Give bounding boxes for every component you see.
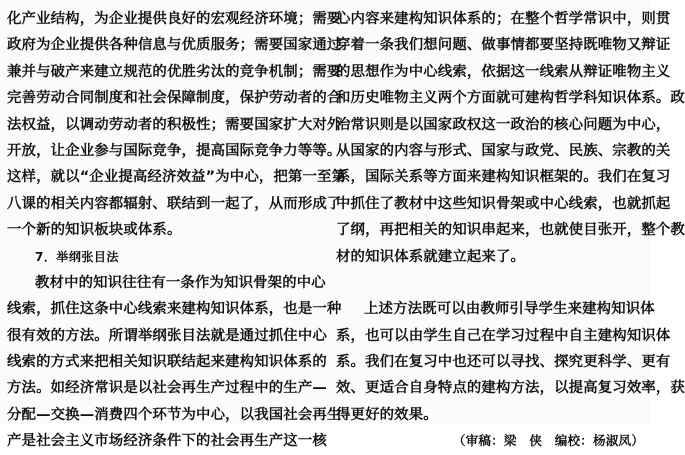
text-line: 系。我们在复习中也还可以寻找、探究更科学、更有 — [336, 354, 671, 371]
left-column — [7, 6, 347, 455]
text-line: 八课的相关内容都辐射、联结到一起了，从而形成了 — [7, 195, 342, 212]
text-line: 法权益，以调动劳动者的积极性；需要国家扩大对外 — [7, 116, 342, 133]
text-line: 一个新的知识板块或体系。 — [7, 222, 182, 239]
text-line: 线索，抓住这条中心线索来建构知识体系，也是一种 — [7, 301, 342, 318]
text-line: 分配—交换—消费四个环节为中心，以我国社会再生 — [7, 406, 342, 423]
text-line: 从国家的内容与形式、国家与政党、民族、宗教的关 — [336, 142, 671, 159]
text-line: 治常识则是以国家政权这一政治的核心问题为中心， — [336, 116, 671, 133]
text-line: 得更好的效果。 — [336, 406, 438, 423]
text-line: 化产业结构，为企业提供良好的宏观经济环境；需要 — [7, 11, 342, 27]
text-line: 了纲，再把相关的知识串起来，也就使目张开，整个教 — [336, 222, 685, 239]
right-column — [336, 6, 685, 455]
text-line: 政府为企业提供各种信息与优质服务；需要国家通过 — [7, 37, 342, 54]
text-line: 上述方法既可以由教师引导学生来建构知识体 — [364, 301, 655, 318]
text-line: 方法。如经济常识是以社会再生产过程中的生产— — [7, 380, 327, 397]
text-line: 很有效的方法。所谓举纲张目法就是通过抓住中心 — [7, 327, 327, 344]
paragraph-gap — [336, 270, 648, 296]
section-heading: 7．举纲张目法 — [35, 249, 119, 264]
text-line: 完善劳动合同制度和社会保障制度，保护劳动者的合 — [7, 90, 342, 107]
text-line: 中抓住了教材中这些知识骨架或中心线索，也就抓起 — [336, 195, 671, 212]
text-line: 产是社会主义市场经济条件下的社会再生产这一核 — [7, 433, 327, 450]
editor-credit: （审稿：梁 侠 编校：杨淑凤） — [452, 433, 644, 449]
text-line: 和历史唯物主义两个方面就可建构哲学科知识体系。政 — [336, 90, 685, 107]
column-gutter — [326, 0, 327, 423]
text-line: 系，也可以由学生自己在学习过程中自主建构知识体 — [336, 327, 671, 344]
text-line: 系，国际关系等方面来建构知识框架的。我们在复习 — [336, 169, 671, 186]
text-line: 兼并与破产来建立规范的优胜劣汰的竞争机制；需要 — [7, 63, 342, 80]
text-line: 开放，让企业参与国际竞争，提高国际竞争力等等。 — [7, 142, 342, 159]
text-line: 的思想作为中心线索，依据这一线索从辩证唯物主义 — [336, 63, 671, 80]
text-line: 心内容来建构知识体系的；在整个哲学常识中，则贯 — [336, 11, 671, 27]
text-line: 穿着一条我们想问题、做事情都要坚持既唯物又辩证 — [336, 37, 671, 54]
text-line: 教材中的知识往往有一条作为知识骨架的中心 — [35, 274, 326, 291]
text-line: 效、更适合自身特点的建构方法，以提高复习效率，获 — [336, 380, 685, 397]
text-line: 线索的方式来把相关知识联结起来建构知识体系的 — [7, 354, 327, 371]
text-line: 材的知识体系就建立起来了。 — [336, 248, 526, 265]
text-line: 这样，就以“企业提高经济效益”为中心，把第一至第 — [7, 169, 347, 186]
